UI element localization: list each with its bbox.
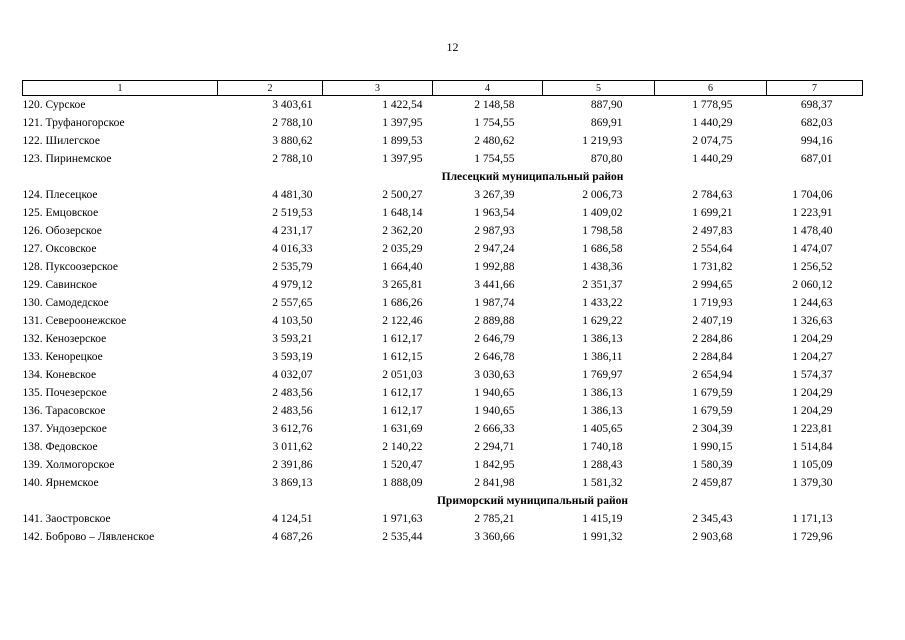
value-cell: 2 304,39 — [692, 423, 733, 435]
value-cell: 1 379,30 — [792, 477, 833, 489]
value-cell: 2 841,98 — [474, 477, 515, 489]
value-cell: 1 223,81 — [792, 423, 833, 435]
value-cell: 1 256,52 — [792, 261, 833, 273]
value-cell: 994,16 — [800, 135, 833, 147]
value-cell: 1 514,84 — [792, 441, 833, 453]
value-cell: 1 648,14 — [382, 207, 423, 219]
settlement-name-cell: 138. Федовское — [22, 441, 98, 453]
value-cell: 4 979,12 — [272, 279, 313, 291]
value-cell: 4 103,50 — [272, 315, 313, 327]
value-cell: 2 362,20 — [382, 225, 423, 237]
table-row — [23, 438, 863, 456]
value-cell: 2 497,83 — [692, 225, 733, 237]
value-cell: 1 740,18 — [582, 441, 623, 453]
value-cell: 2 483,56 — [272, 387, 313, 399]
value-cell: 1 288,43 — [582, 459, 623, 471]
value-cell: 1 612,17 — [382, 333, 423, 345]
table-row — [23, 384, 863, 402]
value-cell: 2 947,24 — [474, 243, 515, 255]
settlement-name-cell: 135. Почезерское — [22, 387, 107, 399]
value-cell: 3 441,66 — [474, 279, 515, 291]
value-cell: 3 869,13 — [272, 477, 313, 489]
value-cell: 2 987,93 — [474, 225, 515, 237]
value-cell: 2 074,75 — [692, 135, 733, 147]
value-cell: 2 994,65 — [692, 279, 733, 291]
value-cell: 2 646,79 — [474, 333, 515, 345]
table-body — [23, 96, 863, 547]
value-cell: 1 631,69 — [382, 423, 423, 435]
value-cell: 1 769,97 — [582, 369, 623, 381]
value-cell: 1 580,39 — [692, 459, 733, 471]
value-cell: 1 204,27 — [792, 351, 833, 363]
value-cell: 3 593,19 — [272, 351, 313, 363]
value-cell: 1 992,88 — [474, 261, 515, 273]
value-cell: 2 351,37 — [582, 279, 623, 291]
value-cell: 2 483,56 — [272, 405, 313, 417]
value-cell: 687,01 — [800, 153, 833, 165]
value-cell: 4 481,30 — [272, 189, 313, 201]
settlement-name-cell: 121. Труфаногорское — [22, 117, 125, 129]
value-cell: 1 686,26 — [382, 297, 423, 309]
value-cell: 2 407,19 — [692, 315, 733, 327]
value-cell: 1 754,55 — [474, 153, 515, 165]
table-row — [23, 222, 863, 240]
value-cell: 1 386,11 — [582, 351, 623, 363]
value-cell: 2 784,63 — [692, 189, 733, 201]
value-cell: 2 535,44 — [382, 531, 423, 543]
value-cell: 1 731,82 — [692, 261, 733, 273]
value-cell: 2 051,03 — [382, 369, 423, 381]
value-cell: 698,37 — [800, 99, 833, 111]
value-cell: 1 679,59 — [692, 387, 733, 399]
value-cell: 4 231,17 — [272, 225, 313, 237]
column-header: 6 — [655, 81, 767, 96]
value-cell: 1 842,95 — [474, 459, 515, 471]
value-cell: 1 612,15 — [382, 351, 423, 363]
value-cell: 1 422,54 — [382, 99, 423, 111]
section-heading-row — [23, 492, 863, 510]
settlement-name-cell: 127. Оксовское — [22, 243, 97, 255]
settlement-name-cell: 123. Пиринемское — [22, 153, 112, 165]
value-cell: 2 035,29 — [382, 243, 423, 255]
value-cell: 2 284,84 — [692, 351, 733, 363]
settlement-name-cell: 136. Тарасовское — [22, 405, 106, 417]
table-row — [23, 96, 863, 115]
value-cell: 1 223,91 — [792, 207, 833, 219]
settlement-name-cell: 133. Кенорецкое — [22, 351, 103, 363]
value-cell: 1 940,65 — [474, 405, 515, 417]
value-cell: 2 903,68 — [692, 531, 733, 543]
value-cell: 1 386,13 — [582, 405, 623, 417]
table-row — [23, 330, 863, 348]
value-cell: 1 440,29 — [692, 117, 733, 129]
table-row — [23, 114, 863, 132]
settlement-name-cell: 131. Североонежское — [22, 315, 127, 327]
value-cell: 1 704,06 — [792, 189, 833, 201]
value-cell: 2 006,73 — [582, 189, 623, 201]
value-cell: 1 664,40 — [382, 261, 423, 273]
settlement-name-cell: 142. Боброво – Лявленское — [22, 531, 155, 543]
table-row — [23, 348, 863, 366]
value-cell: 3 880,62 — [272, 135, 313, 147]
column-header: 2 — [218, 81, 323, 96]
value-cell: 869,91 — [590, 117, 623, 129]
value-cell: 4 032,07 — [272, 369, 313, 381]
value-cell: 1 679,59 — [692, 405, 733, 417]
value-cell: 4 124,51 — [272, 513, 313, 525]
value-cell: 1 219,93 — [582, 135, 623, 147]
settlement-name-cell: 128. Пуксоозерское — [22, 261, 118, 273]
value-cell: 1 612,17 — [382, 405, 423, 417]
settlement-name-cell: 140. Ярнемское — [22, 477, 99, 489]
value-cell: 3 265,81 — [382, 279, 423, 291]
value-cell: 2 666,33 — [474, 423, 515, 435]
value-cell: 2 646,78 — [474, 351, 515, 363]
section-heading: Приморский муниципальный район — [436, 495, 628, 507]
value-cell: 2 654,94 — [692, 369, 733, 381]
table-row — [23, 456, 863, 474]
section-heading-row — [23, 168, 863, 186]
value-cell: 1 581,32 — [582, 477, 623, 489]
value-cell: 4 687,26 — [272, 531, 313, 543]
value-cell: 1 574,37 — [792, 369, 833, 381]
value-cell: 1 105,09 — [792, 459, 833, 471]
value-cell: 1 415,19 — [582, 513, 623, 525]
value-cell: 2 557,65 — [272, 297, 313, 309]
settlement-name-cell: 125. Емцовское — [22, 207, 99, 219]
value-cell: 1 520,47 — [382, 459, 423, 471]
value-cell: 1 991,32 — [582, 531, 623, 543]
value-cell: 887,90 — [590, 99, 623, 111]
value-cell: 2 060,12 — [792, 279, 833, 291]
value-cell: 1 171,13 — [792, 513, 833, 525]
value-cell: 1 397,95 — [382, 153, 423, 165]
value-cell: 1 409,02 — [582, 207, 623, 219]
value-cell: 1 612,17 — [382, 387, 423, 399]
value-cell: 3 267,39 — [474, 189, 515, 201]
table-row — [23, 132, 863, 150]
settlement-name-cell: 141. Заостровское — [22, 513, 111, 525]
settlement-name-cell: 120. Сурское — [22, 99, 86, 111]
table-row — [23, 240, 863, 258]
value-cell: 1 990,15 — [692, 441, 733, 453]
value-cell: 1 778,95 — [692, 99, 733, 111]
table-row — [23, 186, 863, 204]
table-row — [23, 312, 863, 330]
settlement-name-cell: 137. Ундозерское — [22, 423, 107, 435]
value-cell: 1 729,96 — [792, 531, 833, 543]
value-cell: 1 888,09 — [382, 477, 423, 489]
settlement-name-cell: 129. Савинское — [22, 279, 98, 291]
value-cell: 2 345,43 — [692, 513, 733, 525]
value-cell: 1 963,54 — [474, 207, 515, 219]
table-row — [23, 258, 863, 276]
value-cell: 2 500,27 — [382, 189, 423, 201]
column-header: 5 — [543, 81, 655, 96]
table-row — [23, 402, 863, 420]
settlement-name-cell: 132. Кенозерское — [22, 333, 107, 345]
value-cell: 3 011,62 — [272, 441, 313, 453]
value-cell: 1 719,93 — [692, 297, 733, 309]
value-cell: 682,03 — [800, 117, 833, 129]
table-row — [23, 510, 863, 528]
settlement-name-cell: 134. Коневское — [22, 369, 97, 381]
value-cell: 2 140,22 — [382, 441, 423, 453]
value-cell: 2 391,86 — [272, 459, 313, 471]
value-cell: 1 798,58 — [582, 225, 623, 237]
value-cell: 2 148,58 — [474, 99, 515, 111]
value-cell: 1 440,29 — [692, 153, 733, 165]
value-cell: 2 554,64 — [692, 243, 733, 255]
value-cell: 2 889,88 — [474, 315, 515, 327]
value-cell: 870,80 — [590, 153, 623, 165]
value-cell: 2 284,86 — [692, 333, 733, 345]
value-cell: 3 030,63 — [474, 369, 515, 381]
value-cell: 1 405,65 — [582, 423, 623, 435]
value-cell: 1 699,21 — [692, 207, 733, 219]
value-cell: 2 294,71 — [474, 441, 515, 453]
value-cell: 1 478,40 — [792, 225, 833, 237]
table-row — [23, 204, 863, 222]
value-cell: 1 940,65 — [474, 387, 515, 399]
value-cell: 1 386,13 — [582, 333, 623, 345]
settlement-name-cell: 122. Шилегское — [22, 135, 100, 147]
value-cell: 1 474,07 — [792, 243, 833, 255]
settlement-name-cell: 139. Холмогорское — [22, 459, 115, 471]
value-cell: 3 593,21 — [272, 333, 313, 345]
table-row — [23, 474, 863, 492]
value-cell: 2 788,10 — [272, 153, 313, 165]
value-cell: 1 244,63 — [792, 297, 833, 309]
table-row — [23, 150, 863, 168]
column-header: 3 — [323, 81, 433, 96]
table-row — [23, 276, 863, 294]
section-heading: Плесецкий муниципальный район — [441, 171, 624, 183]
value-cell: 2 788,10 — [272, 117, 313, 129]
column-header: 4 — [433, 81, 543, 96]
header-row — [23, 81, 863, 96]
settlement-name-cell: 124. Плесецкое — [22, 189, 98, 201]
column-header: 7 — [767, 81, 863, 96]
value-cell: 1 686,58 — [582, 243, 623, 255]
table-row — [23, 528, 863, 546]
value-cell: 2 535,79 — [272, 261, 313, 273]
value-cell: 2 785,21 — [474, 513, 515, 525]
value-cell: 1 899,53 — [382, 135, 423, 147]
settlement-name-cell: 126. Обозерское — [22, 225, 102, 237]
value-cell: 1 204,29 — [792, 387, 833, 399]
page-number: 12 — [446, 40, 459, 54]
value-cell: 1 971,63 — [382, 513, 423, 525]
value-cell: 1 438,36 — [582, 261, 623, 273]
value-cell: 1 326,63 — [792, 315, 833, 327]
value-cell: 1 629,22 — [582, 315, 623, 327]
value-cell: 2 519,53 — [272, 207, 313, 219]
value-cell: 1 386,13 — [582, 387, 623, 399]
data-table — [22, 80, 863, 546]
value-cell: 1 433,22 — [582, 297, 623, 309]
settlement-name-cell: 130. Самодедское — [22, 297, 109, 309]
value-cell: 3 360,66 — [474, 531, 515, 543]
value-cell: 1 987,74 — [474, 297, 515, 309]
table-row — [23, 294, 863, 312]
value-cell: 1 204,29 — [792, 333, 833, 345]
value-cell: 1 397,95 — [382, 117, 423, 129]
value-cell: 2 480,62 — [474, 135, 515, 147]
table-row — [23, 420, 863, 438]
value-cell: 2 459,87 — [692, 477, 733, 489]
value-cell: 2 122,46 — [382, 315, 423, 327]
value-cell: 4 016,33 — [272, 243, 313, 255]
column-header: 1 — [23, 81, 218, 96]
table-row — [23, 366, 863, 384]
value-cell: 3 403,61 — [272, 99, 313, 111]
value-cell: 1 754,55 — [474, 117, 515, 129]
value-cell: 1 204,29 — [792, 405, 833, 417]
value-cell: 3 612,76 — [272, 423, 313, 435]
